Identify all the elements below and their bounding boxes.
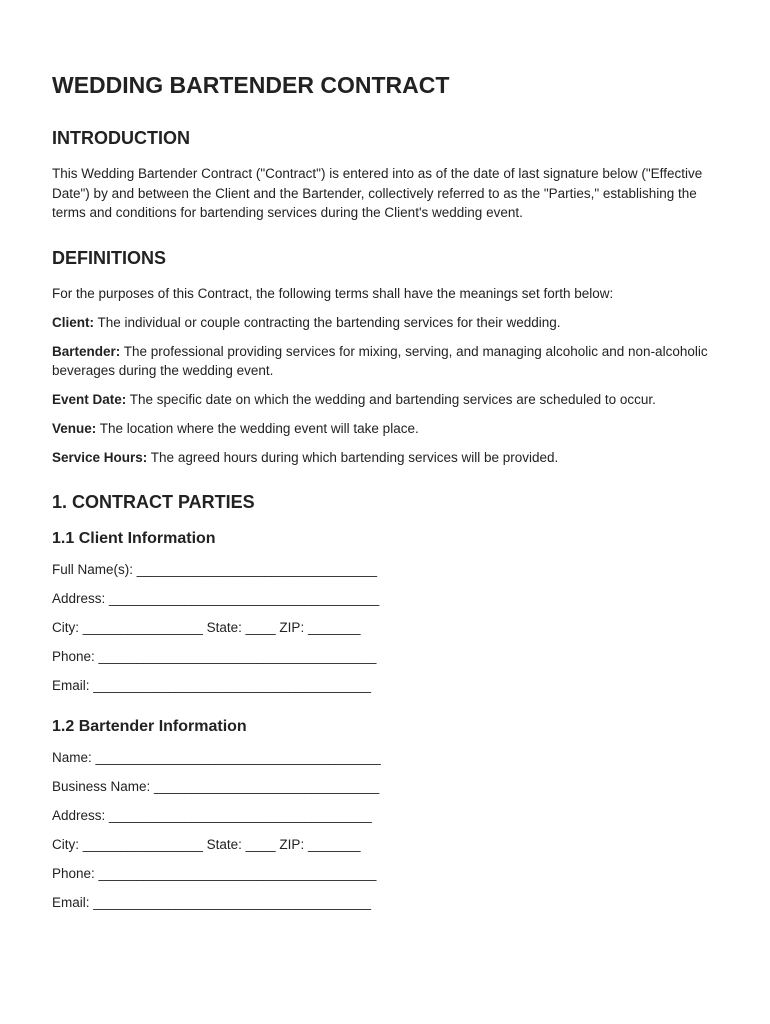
- definition-text: The location where the wedding event will take place.: [96, 421, 419, 436]
- definition-term: Bartender:: [52, 343, 121, 359]
- bartender-city-state-zip-field[interactable]: City: ________________ State: ____ ZIP: _______: [52, 837, 361, 852]
- bartender-business-name-field[interactable]: Business Name: ______________________________: [52, 779, 380, 794]
- bartender-email-field[interactable]: Email: _____________________________________: [52, 895, 372, 910]
- introduction-heading: INTRODUCTION: [52, 128, 190, 148]
- definition-client: [52, 313, 718, 333]
- bartender-address-field[interactable]: Address: ___________________________________: [52, 808, 372, 823]
- definitions-heading: DEFINITIONS: [52, 247, 167, 268]
- definition-bartender: [52, 342, 718, 381]
- definition-text: The specific date on which the wedding and bartending services are scheduled to occur.: [126, 392, 656, 407]
- definition-service-hours: [52, 448, 718, 468]
- client-phone-field[interactable]: Phone: _____________________________________: [52, 648, 377, 664]
- definition-venue: [52, 419, 718, 439]
- client-email-field[interactable]: Email: _____________________________________: [52, 677, 372, 693]
- document-title: WEDDING BARTENDER CONTRACT: [52, 72, 450, 98]
- bartender-name-field[interactable]: Name: ______________________________________: [52, 750, 381, 765]
- client-full-name-field[interactable]: Full Name(s): ________________________________: [52, 561, 378, 577]
- definition-term: Client:: [52, 314, 94, 330]
- client-address-field[interactable]: Address: ____________________________________: [52, 590, 380, 606]
- definition-text: The individual or couple contracting the bartending services for their wedding.: [94, 314, 561, 330]
- client-information-heading: 1.1 Client Information: [52, 529, 216, 547]
- bartender-phone-field[interactable]: Phone: _____________________________________: [52, 866, 377, 881]
- definition-text: The professional providing services for mixing, serving, and managing alcoholic and non-alcoholic beverages during the wedding event.: [52, 343, 708, 378]
- definition-term: Service Hours:: [52, 450, 148, 465]
- bartender-information-heading: 1.2 Bartender Information: [52, 718, 247, 735]
- definition-text: The agreed hours during which bartending services will be provided.: [147, 450, 559, 465]
- definition-term: Event Date:: [52, 392, 127, 407]
- contract-parties-heading: 1. CONTRACT PARTIES: [52, 491, 255, 512]
- definitions-intro: For the purposes of this Contract, the following terms shall have the meanings set forth below:: [52, 285, 614, 301]
- client-city-state-zip-field[interactable]: City: ________________ State: ____ ZIP: _______: [52, 619, 361, 635]
- introduction-text: This Wedding Bartender Contract ("Contract") is entered into as of the date of last signature below ("Effective Date") by and between the Client and the Bartender, collectively referred to as the "Parties," establishing the terms and conditions for bartending services during the Client's wedding event.: [52, 166, 703, 220]
- definition-term: Venue:: [52, 421, 97, 436]
- definition-event-date: [52, 390, 718, 410]
